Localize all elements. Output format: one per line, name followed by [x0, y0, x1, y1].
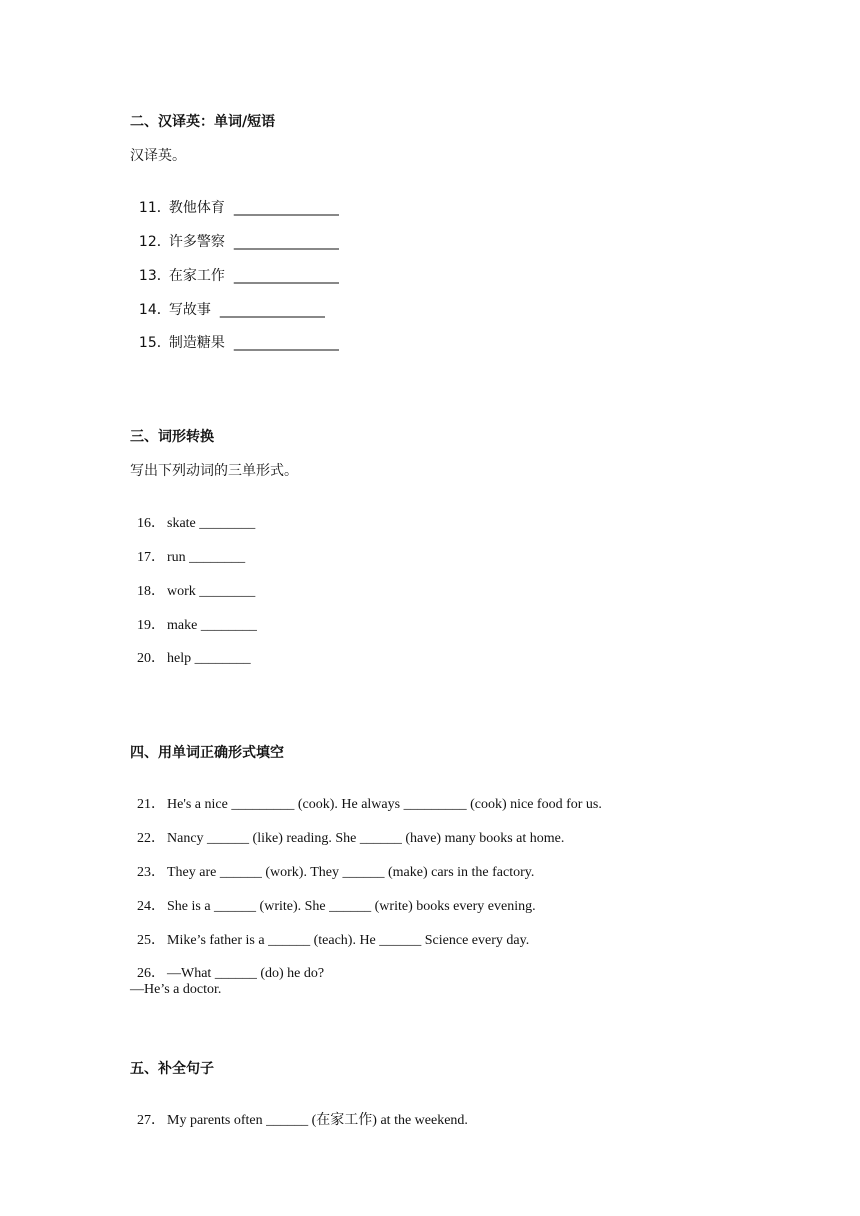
question-number: 13． — [138, 268, 171, 284]
question-25 — [130, 914, 529, 950]
question-number: 24． — [137, 899, 165, 914]
question-text[interactable]: My parents often ______ (在家工作) at the weekend. — [167, 1113, 468, 1128]
answer-blank[interactable]: _______________ — [233, 234, 339, 250]
question-number: 21． — [137, 797, 165, 812]
question-23 — [130, 846, 534, 882]
question-27 — [130, 1094, 468, 1130]
question-13 — [130, 249, 339, 285]
question-18 — [130, 565, 255, 601]
question-number: 26． — [137, 966, 165, 981]
question-22 — [130, 812, 564, 848]
question-19 — [130, 599, 257, 635]
question-text[interactable]: Nancy ______ (like) reading. She ______ (have) many books at home. — [167, 831, 565, 846]
answer-blank[interactable]: _______________ — [233, 200, 339, 216]
question-text[interactable]: help ________ — [167, 651, 251, 666]
question-17 — [130, 531, 245, 567]
question-16 — [130, 497, 255, 533]
question-text[interactable]: He's a nice _________ (cook). He always _________ (cook) nice food for us. — [167, 797, 602, 812]
question-text[interactable]: Mike’s father is a ______ (teach). He ______ Science every day. — [167, 933, 530, 948]
question-number: 20． — [137, 651, 165, 666]
question-text[interactable]: —What ______ (do) he do? — [167, 966, 325, 981]
question-15 — [130, 316, 339, 352]
question-text[interactable]: She is a ______ (write). She ______ (write) books every evening. — [167, 899, 536, 914]
question-14 — [130, 283, 325, 319]
question-text[interactable]: work ________ — [167, 584, 256, 599]
question-number: 17． — [137, 550, 165, 565]
answer-blank[interactable]: _______________ — [233, 268, 339, 284]
question-20 — [130, 632, 251, 668]
question-number: 11． — [138, 200, 171, 216]
question-text: 写故事 — [168, 302, 211, 318]
section-4-heading: 四、用单词正确形式填空 — [130, 745, 284, 761]
question-text[interactable]: run ________ — [167, 550, 246, 565]
question-24 — [130, 880, 536, 916]
section-3-heading: 三、词形转换 — [130, 429, 214, 445]
question-26 — [130, 947, 324, 983]
question-text[interactable]: make ________ — [167, 618, 257, 633]
section-5-heading: 五、补全句子 — [130, 1061, 214, 1077]
question-number: 22． — [137, 831, 165, 846]
section-3-instruction: 写出下列动词的三单形式。 — [130, 463, 298, 479]
question-text: 教他体育 — [168, 200, 225, 216]
question-number: 12． — [138, 234, 171, 250]
question-text[interactable]: They are ______ (work). They ______ (make) cars in the factory. — [167, 865, 535, 880]
question-number: 16． — [137, 516, 165, 531]
question-11 — [130, 181, 339, 217]
question-text: 制造糖果 — [168, 335, 225, 351]
question-text: 许多警察 — [168, 234, 225, 250]
section-2-heading: 二、汉译英：单词/短语 — [130, 114, 276, 130]
answer-blank[interactable]: _______________ — [233, 335, 339, 351]
question-21 — [130, 778, 602, 814]
question-number: 19． — [137, 618, 165, 633]
question-number: 15． — [138, 335, 171, 351]
question-number: 25． — [137, 933, 165, 948]
question-number: 27． — [137, 1113, 165, 1128]
question-text[interactable]: skate ________ — [167, 516, 256, 531]
question-text: 在家工作 — [168, 268, 225, 284]
question-number: 14． — [138, 302, 171, 318]
question-number: 18． — [137, 584, 165, 599]
answer-blank[interactable]: _______________ — [219, 302, 325, 318]
section-2-instruction: 汉译英。 — [130, 148, 186, 164]
question-number: 23． — [137, 865, 165, 880]
question-12 — [130, 215, 339, 251]
question-26-answer: —He’s a doctor. — [130, 982, 222, 997]
